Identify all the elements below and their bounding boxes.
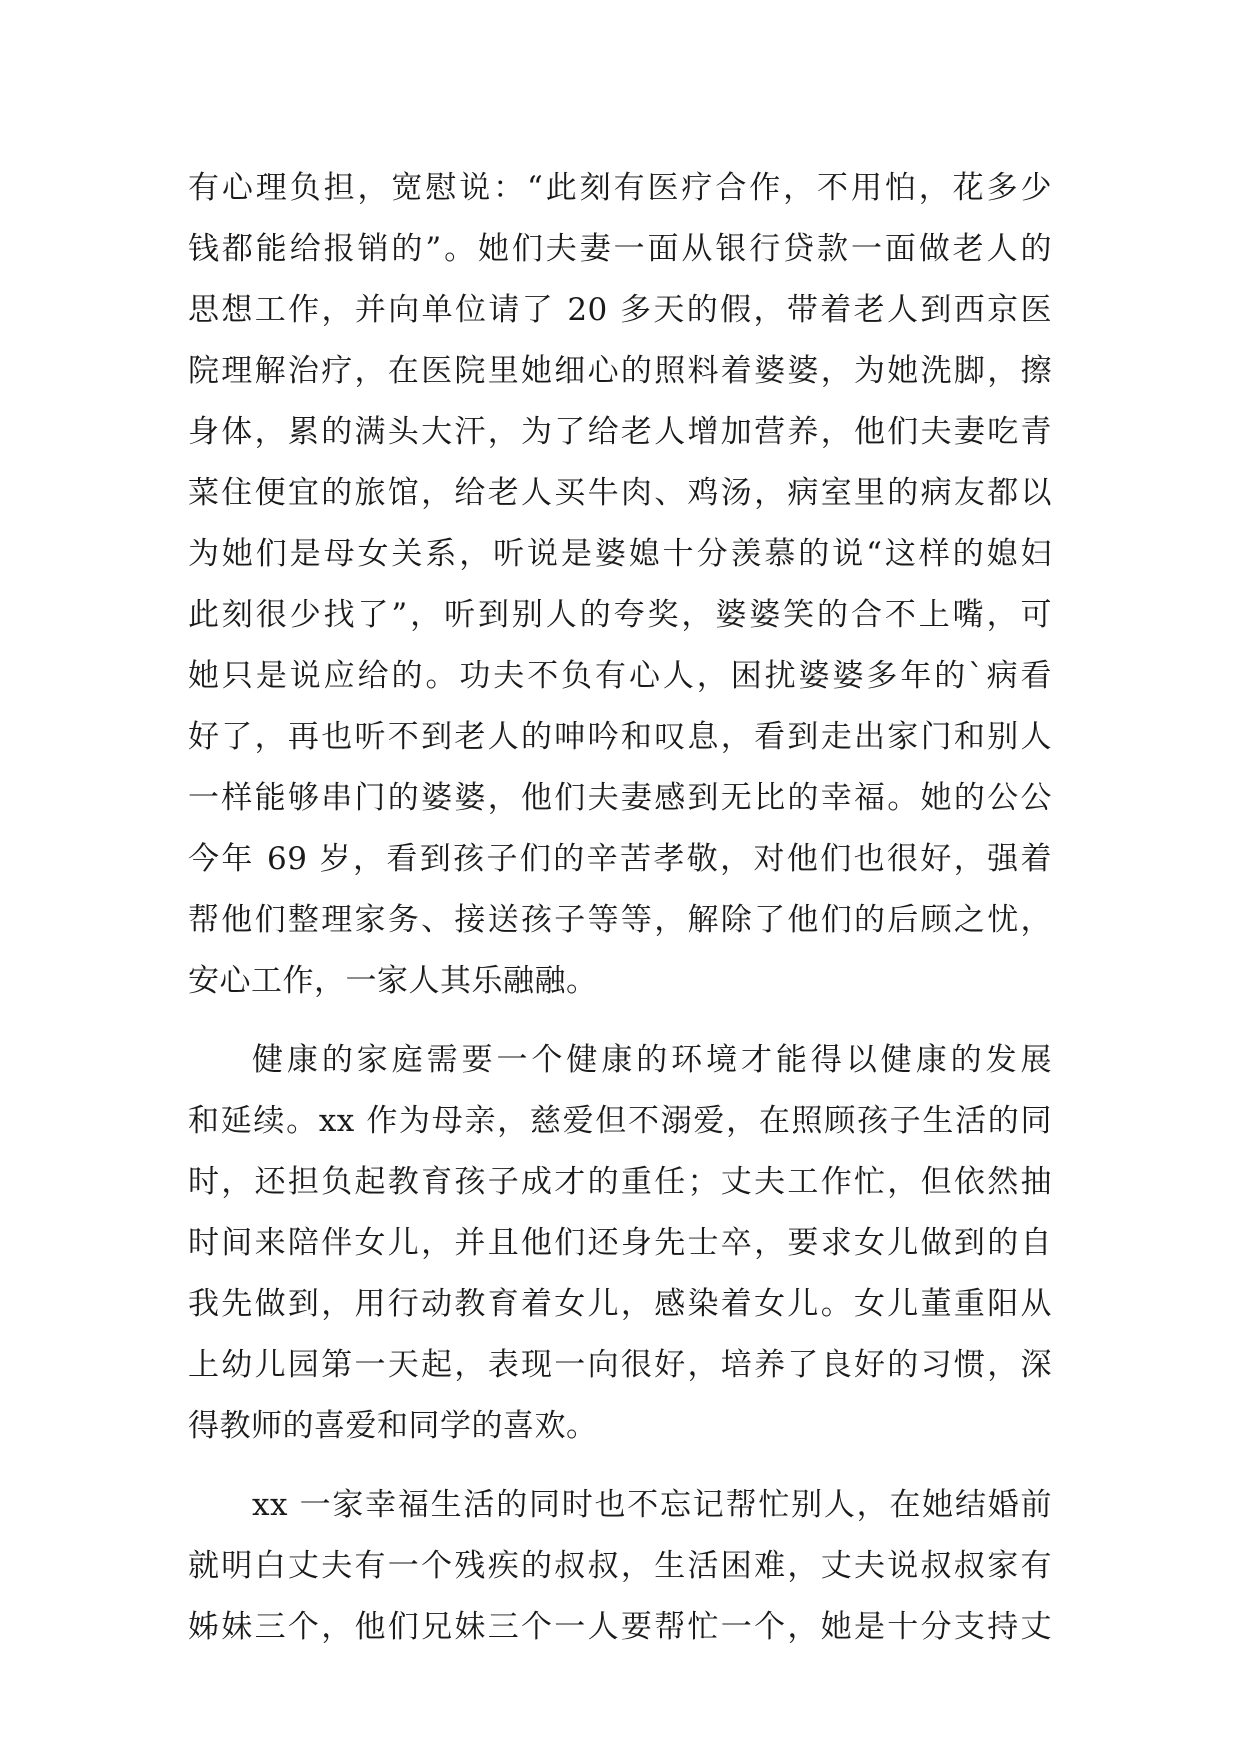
text-line: 今年 69 岁，看到孩子们的辛苦孝敬，对他们也很好，强着 [188,841,1052,877]
text-line: 和延续。xx 作为母亲，慈爱但不溺爱，在照顾孩子生活的同 [188,1103,1052,1139]
text-line: 时，还担负起教育孩子成才的重任；丈夫工作忙，但依然抽 [188,1164,1052,1200]
text-line: 思想工作，并向单位请了 20 多天的假，带着老人到西京医 [188,292,1052,328]
text-line: 我先做到，用行动教育着女儿，感染着女儿。女儿董重阳从 [188,1286,1052,1322]
paragraph-3 [188,1475,1052,1658]
text-line: 身体，累的满头大汗，为了给老人增加营养，他们夫妻吃青 [188,414,1052,450]
text-line: 钱都能给报销的”。她们夫妻一面从银行贷款一面做老人的 [188,231,1052,267]
text-line: 姊妹三个，他们兄妹三个一人要帮忙一个，她是十分支持丈 [188,1609,1052,1645]
text-line: 就明白丈夫有一个残疾的叔叔，生活困难，丈夫说叔叔家有 [188,1548,1052,1584]
text-line: 一样能够串门的婆婆，他们夫妻感到无比的幸福。她的公公 [188,780,1052,816]
text-line: 帮他们整理家务、接送孩子等等，解除了他们的后顾之忧， [188,902,1052,938]
text-line: 得教师的喜爱和同学的喜欢。 [188,1408,598,1444]
text-line: 好了，再也听不到老人的呻吟和叹息，看到走出家门和别人 [188,719,1052,755]
text-line: xx 一家幸福生活的同时也不忘记帮忙别人，在她结婚前 [252,1487,1052,1523]
paragraph-1 [188,158,1052,1012]
text-line: 菜住便宜的旅馆，给老人买牛肉、鸡汤，病室里的病友都以 [188,475,1052,511]
text-line: 此刻很少找了”，听到别人的夸奖，婆婆笑的合不上嘴，可 [188,597,1052,633]
text-line: 上幼儿园第一天起，表现一向很好，培养了良好的习惯，深 [188,1347,1052,1383]
text-line: 安心工作，一家人其乐融融。 [188,963,598,999]
document-body [188,158,1052,1676]
text-line: 健康的家庭需要一个健康的环境才能得以健康的发展 [252,1042,1052,1078]
text-line: 时间来陪伴女儿，并且他们还身先士卒，要求女儿做到的自 [188,1225,1052,1261]
text-line: 她只是说应给的。功夫不负有心人，困扰婆婆多年的`病看 [188,658,1052,694]
text-line: 院理解治疗，在医院里她细心的照料着婆婆，为她洗脚，擦 [188,353,1052,389]
text-line: 有心理负担，宽慰说：“此刻有医疗合作，不用怕，花多少 [188,170,1052,206]
paragraph-2 [188,1030,1052,1457]
text-line: 为她们是母女关系，听说是婆媳十分羡慕的说“这样的媳妇 [188,536,1052,572]
